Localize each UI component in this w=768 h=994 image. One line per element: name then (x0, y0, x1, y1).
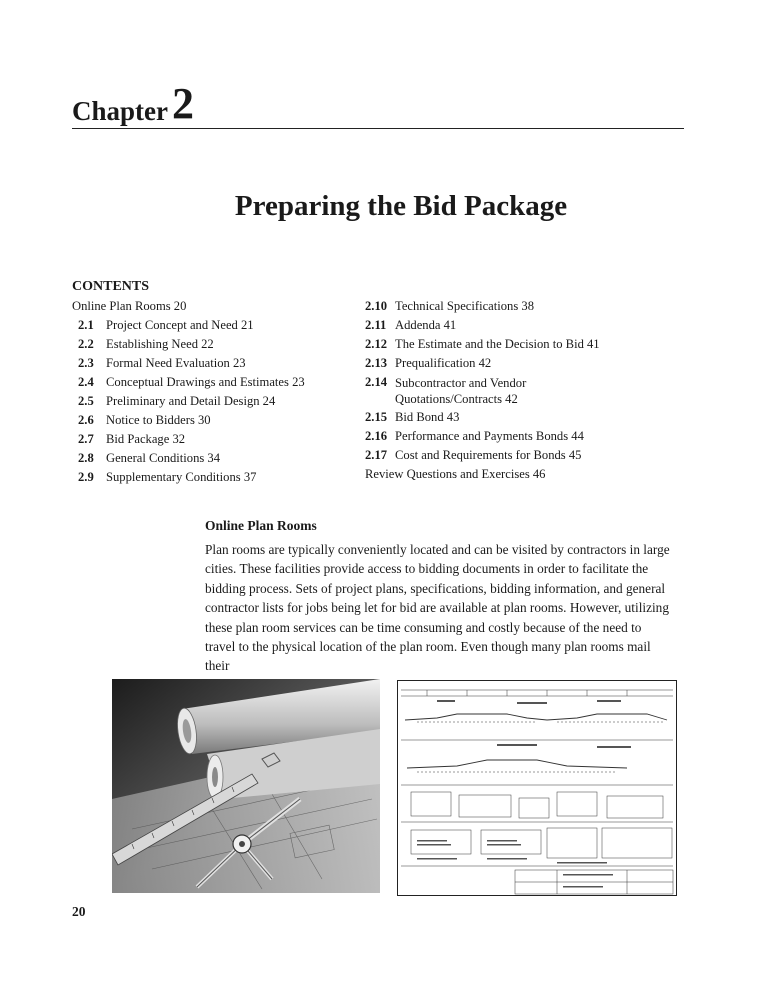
toc-entry[interactable] (365, 465, 685, 484)
toc-entry-text: Review Questions and Exercises 46 (365, 467, 546, 481)
toc-right-column (365, 297, 685, 484)
toc-entry[interactable] (365, 373, 685, 408)
toc-entry-text: Technical Specifications 38 (395, 299, 534, 313)
section-heading: Online Plan Rooms (205, 518, 317, 533)
toc-entry-number: 2.17 (365, 448, 388, 462)
toc-entry-text: Establishing Need 22 (106, 337, 214, 351)
page-title-text: Preparing the Bid Package (234, 190, 568, 222)
toc-entry-number: 2.3 (78, 356, 94, 370)
toc-entry[interactable] (72, 468, 362, 487)
toc-entry-number: 2.13 (365, 356, 388, 370)
toc-entry-text: Online Plan Rooms 20 (72, 299, 187, 313)
toc-entry-text: Conceptual Drawings and Estimates 23 (106, 375, 305, 389)
contents-heading: CONTENTS (72, 279, 150, 294)
toc-entry-number: 2.1 (78, 318, 94, 332)
toc-entry-number: 2.12 (365, 337, 388, 351)
toc-entry-number: 2.9 (78, 470, 94, 484)
toc-entry-text: Formal Need Evaluation 23 (106, 356, 246, 370)
engineering-drawing-sheet (397, 680, 677, 896)
toc-entry-text: Performance and Payments Bonds 44 (395, 429, 584, 443)
toc-entry-number: 2.5 (78, 394, 94, 408)
chapter-label: Chapter (72, 96, 168, 126)
toc-entry-number: 2.2 (78, 337, 94, 351)
toc-entry[interactable] (72, 411, 362, 430)
page-number: 20 (72, 904, 86, 919)
toc-entry[interactable] (365, 335, 685, 354)
toc-entry-text: Bid Bond 43 (395, 410, 460, 424)
toc-entry[interactable] (72, 297, 362, 316)
toc-entry-text: Prequalification 42 (395, 356, 492, 370)
toc-entry-number: 2.10 (365, 299, 388, 313)
toc-entry[interactable] (365, 427, 685, 446)
toc-entry[interactable] (72, 392, 362, 411)
section-body: Plan rooms are typically conveniently located and can be visited by contractors in large cities. These facilities provide access to bidding documents in order to facilitate the bidding process. Sets of project plans, specifications, bidding information, and general contractor lists for jobs being let for bid are available at plan rooms. However, utilizing these plan room services can be time consuming and costly because of the need to travel to the physical location of the plan room. Even though many plan rooms mail their (205, 542, 670, 674)
toc-entry-number: 2.8 (78, 451, 94, 465)
toc-entry[interactable] (72, 373, 362, 392)
toc-entry-number: 2.14 (365, 375, 388, 389)
toc-entry-text: Bid Package 32 (106, 432, 186, 446)
toc-entry-text: Addenda 41 (395, 318, 457, 332)
toc-entry-text: Preliminary and Detail Design 24 (106, 394, 276, 408)
toc-entry-text: The Estimate and the Decision to Bid 41 (395, 337, 600, 351)
chapter-divider (72, 128, 684, 129)
toc-entry[interactable] (72, 335, 362, 354)
toc-entry-number: 2.7 (78, 432, 94, 446)
toc-entry[interactable] (72, 430, 362, 449)
toc-entry-text: General Conditions 34 (106, 451, 221, 465)
toc-entry[interactable] (72, 449, 362, 468)
toc-entry[interactable] (72, 354, 362, 373)
toc-entry-number: 2.16 (365, 429, 388, 443)
toc-entry-number: 2.11 (365, 318, 387, 332)
toc-entry[interactable] (72, 316, 362, 335)
toc-entry-text: Project Concept and Need 21 (106, 318, 254, 332)
chapter-number: 2 (172, 79, 194, 128)
toc-entry[interactable] (365, 354, 685, 373)
blueprint-compass-photo (112, 679, 380, 893)
page-title (72, 190, 684, 223)
toc-entry-text: Cost and Requirements for Bonds 45 (395, 448, 582, 462)
toc-entry-number: 2.4 (78, 375, 94, 389)
toc-entry-text: Supplementary Conditions 37 (106, 470, 257, 484)
toc-left-column (72, 297, 362, 487)
toc-entry[interactable] (365, 297, 685, 316)
toc-entry-number: 2.15 (365, 410, 388, 424)
toc-entry[interactable] (365, 446, 685, 465)
toc-entry-number: 2.6 (78, 413, 94, 427)
chapter-header (72, 78, 684, 130)
toc-entry-text: Subcontractor and Vendor Quotations/Contracts 42 (395, 375, 527, 406)
toc-entry[interactable] (365, 408, 685, 427)
toc-entry[interactable] (365, 316, 685, 335)
toc-entry-text: Notice to Bidders 30 (106, 413, 211, 427)
